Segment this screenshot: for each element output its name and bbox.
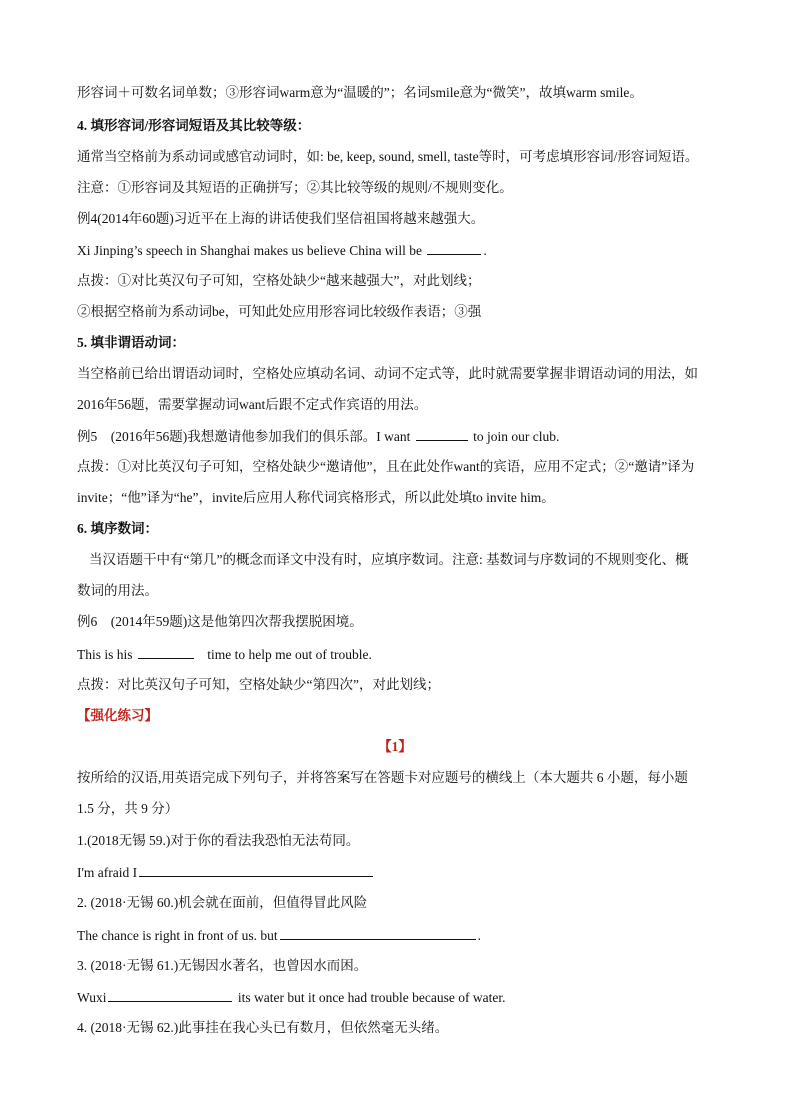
text-line: 注意：①形容词及其短语的正确拼写；②其比较等级的规则/不规则变化。 [77, 180, 513, 195]
section-heading-5: 5. 填非谓语动词： [77, 335, 185, 350]
section-heading-6: 6. 填序数词： [77, 521, 158, 536]
answer-blank [108, 988, 232, 1002]
answer-blank [138, 645, 194, 659]
example-6-sentence [77, 645, 372, 664]
example-4-sentence [77, 241, 487, 260]
sentence-end: . [477, 928, 481, 943]
sentence-text: Xi Jinping’s speech in Shanghai makes us believe China will be [77, 243, 422, 258]
text-line: invite；“他”译为“he”，invite后应用人称代词宾格形式，所以此处填to invite him。 [77, 490, 555, 505]
example-4: 例4(2014年60题)习近平在上海的讲话使我们坚信祖国将越来越强大。 [77, 211, 485, 226]
example-5 [77, 427, 559, 446]
text-line: 点拨：①对比英汉句子可知，空格处缺少“越来越强大”，对此划线； [77, 273, 481, 288]
text-line: 点拨：对比英汉句子可知，空格处缺少“第四次”，对此划线； [77, 677, 440, 692]
section-heading-4: 4. 填形容词/形容词短语及其比较等级： [77, 118, 311, 133]
question-2: 2. (2018·无锡 60.)机会就在面前，但值得冒此风险 [77, 895, 368, 910]
sentence-end: its water but it once had trouble because of water. [237, 990, 506, 1005]
text-line: 形容词＋可数名词单数；③形容词warm意为“温暖的”；名词smile意为“微笑”，故填warm smile。 [77, 85, 643, 100]
answer-blank [139, 863, 373, 877]
practice-heading: 【强化练习】 [77, 708, 158, 723]
sentence-end: . [483, 243, 487, 258]
question-3-answer [77, 988, 505, 1007]
answer-blank [280, 926, 476, 940]
text-line: 2016年56题，需要掌握动词want后跟不定式作宾语的用法。 [77, 397, 428, 412]
text-line: 通常当空格前为系动词或感官动词时，如: be, keep, sound, smell, taste等时，可考虑填形容词/形容词短语。 [77, 149, 699, 164]
question-1-answer [77, 863, 375, 882]
sentence-end: to join our club. [473, 429, 560, 444]
sentence-text: Wuxi [77, 990, 107, 1005]
sentence-text: I'm afraid I [77, 865, 138, 880]
example-6: 例6 (2014年59题)这是他第四次帮我摆脱困境。 [77, 614, 363, 629]
instructions-cont: 1.5 分，共 9 分） [77, 801, 179, 816]
question-3: 3. (2018·无锡 61.)无锡因水著名，也曾因水而困。 [77, 958, 368, 973]
text-line: 当汉语题干中有“第几”的概念而译文中没有时，应填序数词。注意: 基数词与序数词的不规则变化、概 [89, 552, 689, 567]
answer-blank [416, 427, 468, 441]
text-line: 点拨：①对比英汉句子可知，空格处缺少“邀请他”，且在此处作want的宾语，应用不定式；②“邀请”译为 [77, 459, 695, 474]
section-number: 【1】 [378, 739, 412, 754]
sentence-end: time to help me out of trouble. [207, 647, 372, 662]
sentence-text: The chance is right in front of us. but [77, 928, 278, 943]
question-1: 1.(2018无锡 59.)对于你的看法我恐怕无法苟同。 [77, 833, 360, 848]
sentence-text: This is his [77, 647, 133, 662]
answer-blank [427, 241, 481, 255]
question-4: 4. (2018·无锡 62.)此事挂在我心头已有数月，但依然毫无头绪。 [77, 1020, 449, 1035]
instructions: 按所给的汉语,用英语完成下列句子，并将答案写在答题卡对应题号的横线上（本大题共 6 小题，每小题 [77, 770, 688, 785]
sentence-text: 例5 (2016年56题)我想邀请他参加我们的俱乐部。I want [77, 429, 411, 444]
text-line: ②根据空格前为系动词be，可知此处应用形容词比较级作表语；③强 [77, 304, 482, 319]
question-2-answer [77, 926, 481, 945]
text-line: 数词的用法。 [77, 583, 158, 598]
text-line: 当空格前已给出谓语动词时，空格处应填动名词、动词不定式等，此时就需要掌握非谓语动词的用法，如 [77, 366, 698, 381]
